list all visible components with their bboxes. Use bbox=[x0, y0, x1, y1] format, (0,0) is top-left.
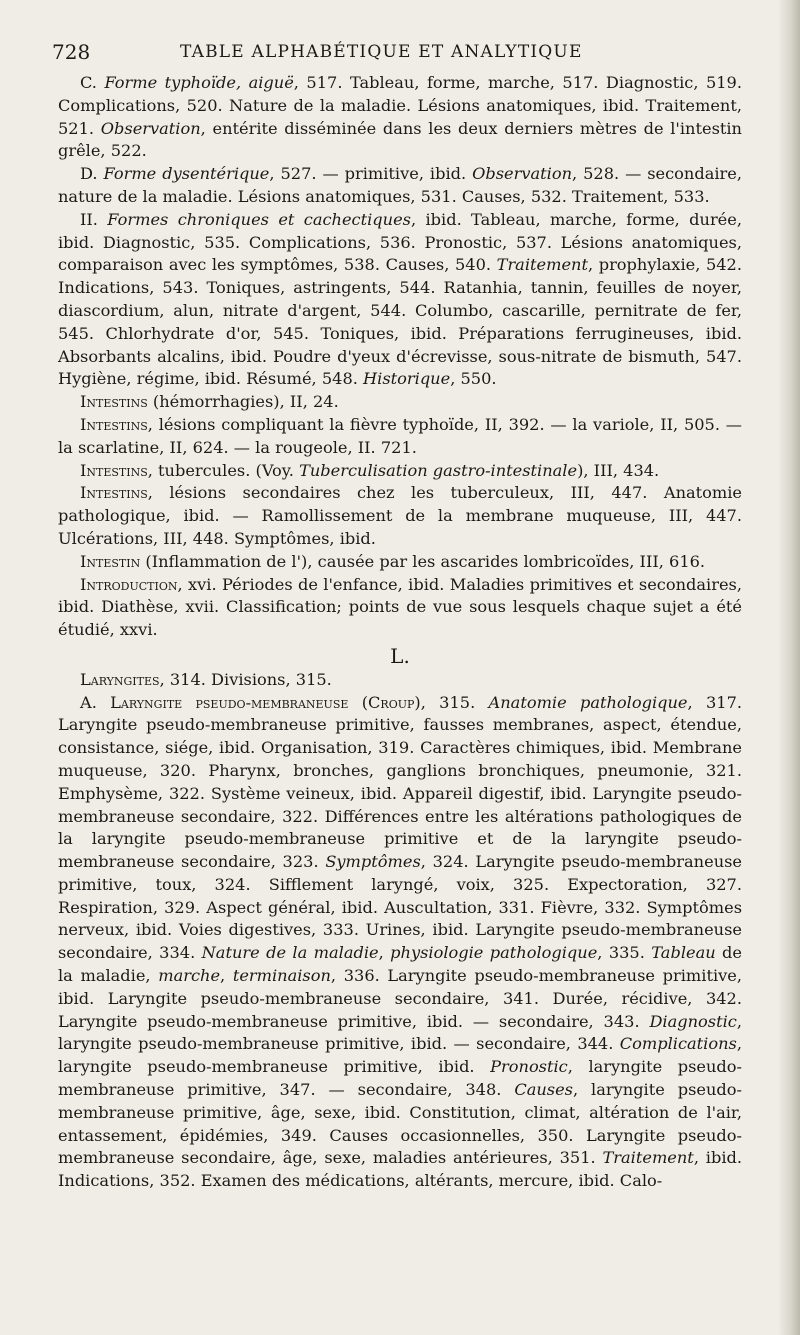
entry-text: C. bbox=[80, 73, 105, 92]
entry-text: , 527. — primitive, ibid. bbox=[269, 164, 473, 184]
index-entry-intestin-inflammation bbox=[58, 551, 742, 574]
entry-text: , laryngite pseudo-membraneuse primitive, ibid. bbox=[58, 1034, 742, 1077]
entry-italic-term: Observation bbox=[472, 164, 573, 184]
entry-italic-term: marche bbox=[158, 966, 221, 986]
index-entry-intestins-tuberculeux bbox=[58, 482, 742, 550]
index-entry-laryngites bbox=[58, 669, 742, 692]
entry-text: , ibid. Indications, 352. Examen des médications, altérants, mercure, ibid. Calo- bbox=[58, 1148, 743, 1191]
entry-text: , 336. Laryngite pseudo-membraneuse primitive, ibid. Laryngite pseudo-membraneuse secondaire, 341. Durée, récidive, 342. Laryngite pseudo-membraneuse primitive, ibid. — secondaire, 343. bbox=[58, 966, 742, 1031]
entry-italic-term: Diagnostic bbox=[649, 1011, 737, 1031]
entry-text: , laryngite pseudo-membraneuse primitive, 347. — secondaire, 348. bbox=[58, 1057, 743, 1100]
entry-headword: Intestins bbox=[80, 392, 148, 412]
page-edge bbox=[778, 0, 800, 1335]
entry-text: , bbox=[378, 943, 391, 963]
entry-headword: Laryngite pseudo-membraneuse bbox=[110, 692, 349, 712]
entry-italic-term: Forme typhoïde, aiguë bbox=[104, 73, 294, 92]
entry-italic-term: Complications bbox=[619, 1034, 737, 1054]
entry-headword: Intestins bbox=[80, 460, 148, 480]
entry-text: , prophylaxie, 542. Indications, 543. Toniques, astringents, 544. Ratanhia, tannin, feuilles de noyer, diascordium, alun, nitrate d'argent, 544. Columbo, cascarille, pernitrate de fer, 545. Chlorhydrate d'or, 545. Toniques, ibid. Préparations ferrugineuses, ibid. Absorbants alcalins, ibid. Poudre d'yeux d'écrevisse, sous-nitrate de bismuth, 547. Hygiène, régime, ibid. Résumé, 548. bbox=[58, 255, 742, 389]
entry-text: ), III, 434. bbox=[577, 460, 660, 480]
entry-headword: Laryngites bbox=[80, 669, 160, 689]
index-entry-c-typhoide bbox=[58, 72, 742, 163]
index-entry-ii-chroniques bbox=[58, 209, 742, 391]
entry-italic-term: Causes bbox=[514, 1080, 573, 1100]
entry-text: , 550. bbox=[450, 369, 497, 389]
entry-italic-term: physiologie pathologique bbox=[390, 943, 598, 963]
entry-text: , 528. — secondaire, nature de la maladie. Lésions anatomiques, 531. Causes, 532. Traitement, 533. bbox=[58, 164, 743, 206]
index-entry-a-laryngite-croup bbox=[58, 692, 742, 1194]
entry-text: , 335. bbox=[597, 943, 652, 963]
entry-text: , tubercules. (Voy. bbox=[147, 460, 300, 480]
entry-text: , ibid. Tableau, marche, forme, durée, ibid. Diagnostic, 535. Complications, 536. Pronostic, 537. Lésions anatomiques, comparaison avec les symptômes, 538. Causes, 540. bbox=[58, 209, 742, 275]
entry-italic-term: Forme dysentérique bbox=[103, 164, 270, 184]
entry-text: , 324. Laryngite pseudo-membraneuse primitive, toux, 324. Sifflement laryngé, voix, 325. Expectoration, 327. Respiration, 329. Aspect général, ibid. Auscultation, 331. Fièvre, 332. Symptômes nerveux, ibid. Voies digestives, 333. Urines, ibid. Laryngite pseudo-membraneuse secondaire, 334. bbox=[58, 852, 743, 963]
section-letter-heading: L. bbox=[390, 643, 410, 668]
entry-italic-term: Formes chroniques et cachectiques bbox=[107, 209, 411, 229]
entry-italic-term: terminaison bbox=[232, 966, 331, 986]
entry-text: , xvi. Périodes de l'enfance, ibid. Maladies primitives et secondaires, ibid. Diathèse, xvii. Classification; points de vue sous lesquels chaque sujet a été étudié, xxvi. bbox=[58, 574, 742, 640]
entry-text: , lésions secondaires chez les tuberculeux, III, 447. Anatomie pathologique, ibid. — Ramollissement de la membrane muqueuse, III, 447. Ulcérations, III, 448. Symptômes, ibid. bbox=[58, 483, 742, 548]
index-entry-intestins-hemorrhagies bbox=[58, 391, 742, 414]
entry-italic-term: Tableau bbox=[651, 943, 716, 963]
entry-headword: Introduction bbox=[80, 574, 178, 594]
running-title: TABLE ALPHABÉTIQUE ET ANALYTIQUE bbox=[180, 42, 583, 62]
page-header bbox=[52, 40, 742, 70]
entry-italic-term: Symptômes bbox=[325, 852, 421, 872]
index-entry-introduction bbox=[58, 574, 742, 642]
page-number: 728 bbox=[52, 40, 91, 64]
entry-italic-term: Observation bbox=[100, 118, 201, 138]
entry-text: , 314. Divisions, 315. bbox=[159, 669, 332, 689]
entry-text: , bbox=[220, 966, 233, 986]
entry-italic-term: Anatomie pathologique bbox=[488, 692, 688, 712]
entry-text: ( bbox=[348, 692, 369, 712]
entry-headword: Intestins bbox=[80, 483, 148, 503]
entry-text: , lésions compliquant la fièvre typhoïde, II, 392. — la variole, II, 505. — la scarlatine, II, 624. — la rougeole, II. 721. bbox=[58, 414, 742, 457]
entry-text: D. bbox=[80, 164, 104, 184]
entry-text: , entérite disséminée dans les deux derniers mètres de l'intestin grêle, 522. bbox=[58, 118, 742, 161]
entry-text: , laryngite pseudo-membraneuse primitive, âge, sexe, ibid. Constitution, climat, altération de l'air, entassement, épidémies, 349. Causes occasionnelles, 350. Laryngite pseudo-membraneuse secondaire, âge, sexe, maladies antérieures, 351. bbox=[58, 1080, 742, 1168]
entry-text: , 517. Tableau, forme, marche, 517. Diagnostic, 519. Complications, 520. Nature de la maladie. Lésions anatomiques, ibid. Traitement, 521. bbox=[58, 73, 742, 138]
entry-headword: Intestin bbox=[80, 551, 141, 571]
entry-text: , laryngite pseudo-membraneuse primitive, ibid. — secondaire, 344. bbox=[58, 1011, 742, 1054]
entry-text: , 317. Laryngite pseudo-membraneuse primitive, fausses membranes, aspect, étendue, consistance, siége, ibid. Organisation, 319. Caractères chimiques, ibid. Membrane muqueuse, 320. Pharynx, bronches, ganglions bronchiques, pneumonie, 321. Emphysème, 322. Système veineux, ibid. Appareil digestif, ibid. Laryngite pseudo-membraneuse secondaire, 322. Différences entre les altérations pathologiques de la laryngite pseudo-membraneuse primitive et de la laryngite pseudo-membraneuse secondaire, 323. bbox=[58, 692, 743, 872]
entry-headword: Croup bbox=[368, 692, 415, 712]
entry-italic-term: Pronostic bbox=[490, 1057, 568, 1077]
entry-italic-term: Tuberculisation gastro-intestinale bbox=[299, 460, 578, 480]
entry-text: A. bbox=[80, 692, 111, 712]
index-entry-intestins-lesions-typhoide bbox=[58, 414, 742, 460]
index-body bbox=[58, 72, 742, 1193]
entry-text: (hémorrhagies), II, 24. bbox=[147, 392, 339, 412]
entry-text: (Inflammation de l'), causée par les ascarides lombricoïdes, III, 616. bbox=[140, 551, 706, 571]
entry-text: de la maladie, bbox=[58, 943, 742, 986]
entry-headword: Intestins bbox=[80, 414, 148, 434]
entry-italic-term: Historique bbox=[363, 369, 451, 389]
entry-italic-term: Nature de la maladie bbox=[201, 943, 379, 963]
index-entry-intestins-tubercules bbox=[58, 460, 742, 483]
entry-italic-term: Traitement bbox=[602, 1148, 694, 1168]
entry-text: ), 315. bbox=[414, 692, 489, 712]
entry-italic-term: Traitement bbox=[496, 255, 588, 275]
entry-text: II. bbox=[80, 209, 108, 229]
index-entry-d-dysenterique bbox=[58, 163, 742, 209]
